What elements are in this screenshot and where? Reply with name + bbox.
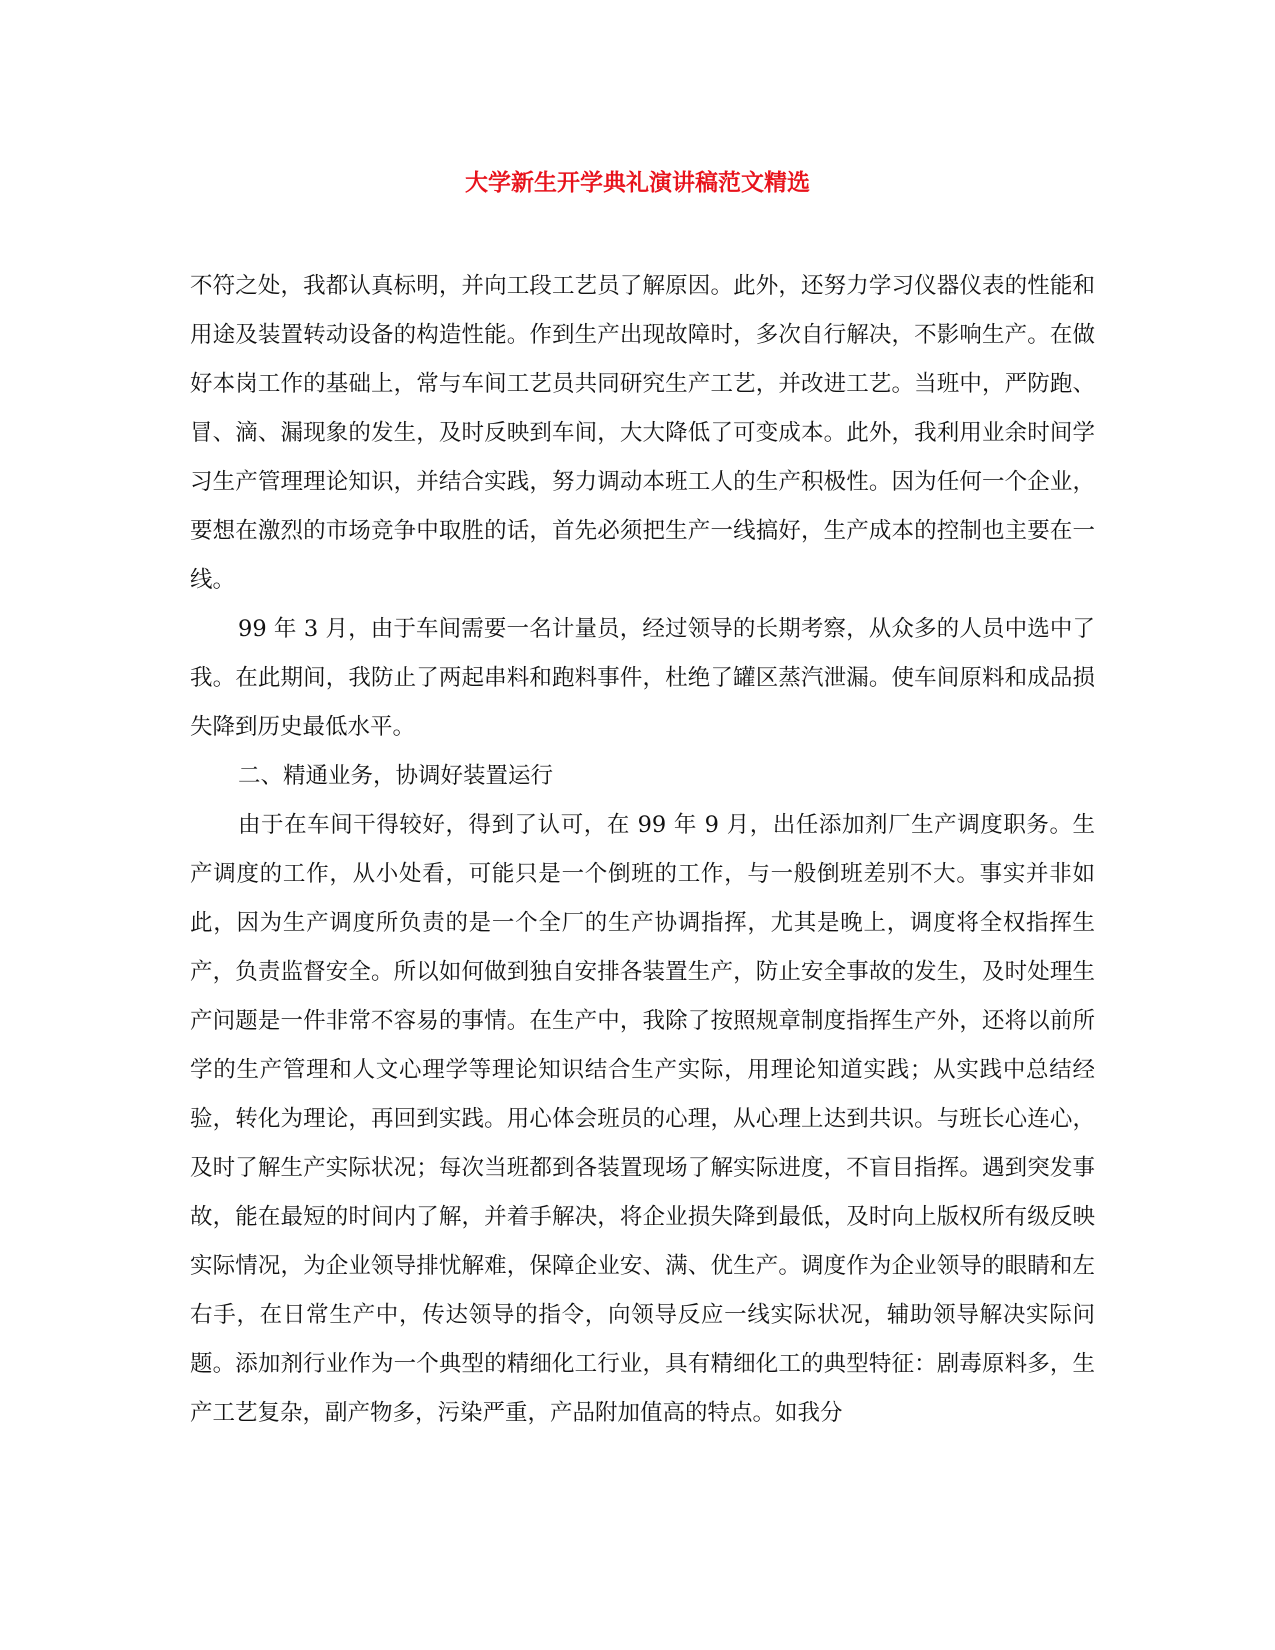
document-body [190,262,1095,1438]
section-heading: 二、精通业务，协调好装置运行 [238,763,554,789]
paragraph-dispatch: 由于在车间干得较好，得到了认可，在 99 年 9 月，出任添加剂厂生产调度职务。生产调度的工作，从小处看，可能只是一个倒班的工作，与一般倒班差别不大。事实并非如此，因为生产调度所负责的是一个全厂的生产协调指挥，尤其是晚上，调度将全权指挥生产，负责监督安全。所以如何做到独自安排各装置生产，防止安全事故的发生，及时处理生产问题是一件非常不容易的事情。在生产中，我除了按照规章制度指挥生产外，还将以前所学的生产管理和人文心理学等理论知识结合生产实际，用理论知道实践；从实践中总结经验，转化为理论，再回到实践。用心体会班员的心理，从心理上达到共识。与班长心连心，及时了解生产实际状况；每次当班都到各装置现场了解实际进度，不盲目指挥。遇到突发事故，能在最短的时间内了解，并着手解决，将企业损失降到最低，及时向上版权所有级反映实际情况，为企业领导排忧解难，保障企业安、满、优生产。调度作为企业领导的眼睛和左右手，在日常生产中，传达领导的指令，向领导反应一线实际状况，辅助领导解决实际问题。添加剂行业作为一个典型的精细化工行业，具有精细化工的典型特征：剧毒原料多，生产工艺复杂，副产物多，污染严重，产品附加值高的特点。如我分 [190,812,1095,1426]
paragraph-metering: 99 年 3 月，由于车间需要一名计量员，经过领导的长期考察，从众多的人员中选中了我。在此期间，我防止了两起串料和跑料事件，杜绝了罐区蒸汽泄漏。使车间原料和成品损失降到历史最低水平。 [190,616,1095,740]
paragraph-continuation: 不符之处，我都认真标明，并向工段工艺员了解原因。此外，还努力学习仪器仪表的性能和用途及装置转动设备的构造性能。作到生产出现故障时，多次自行解决，不影响生产。在做好本岗工作的基础上，常与车间工艺员共同研究生产工艺，并改进工艺。当班中，严防跑、冒、滴、漏现象的发生，及时反映到车间，大大降低了可变成本。此外，我利用业余时间学习生产管理理论知识，并结合实践，努力调动本班工人的生产积极性。因为任何一个企业，要想在激烈的市场竞争中取胜的话，首先必须把生产一线搞好，生产成本的控制也主要在一线。 [190,273,1095,593]
document-title: 大学新生开学典礼演讲稿范文精选 [465,169,810,196]
